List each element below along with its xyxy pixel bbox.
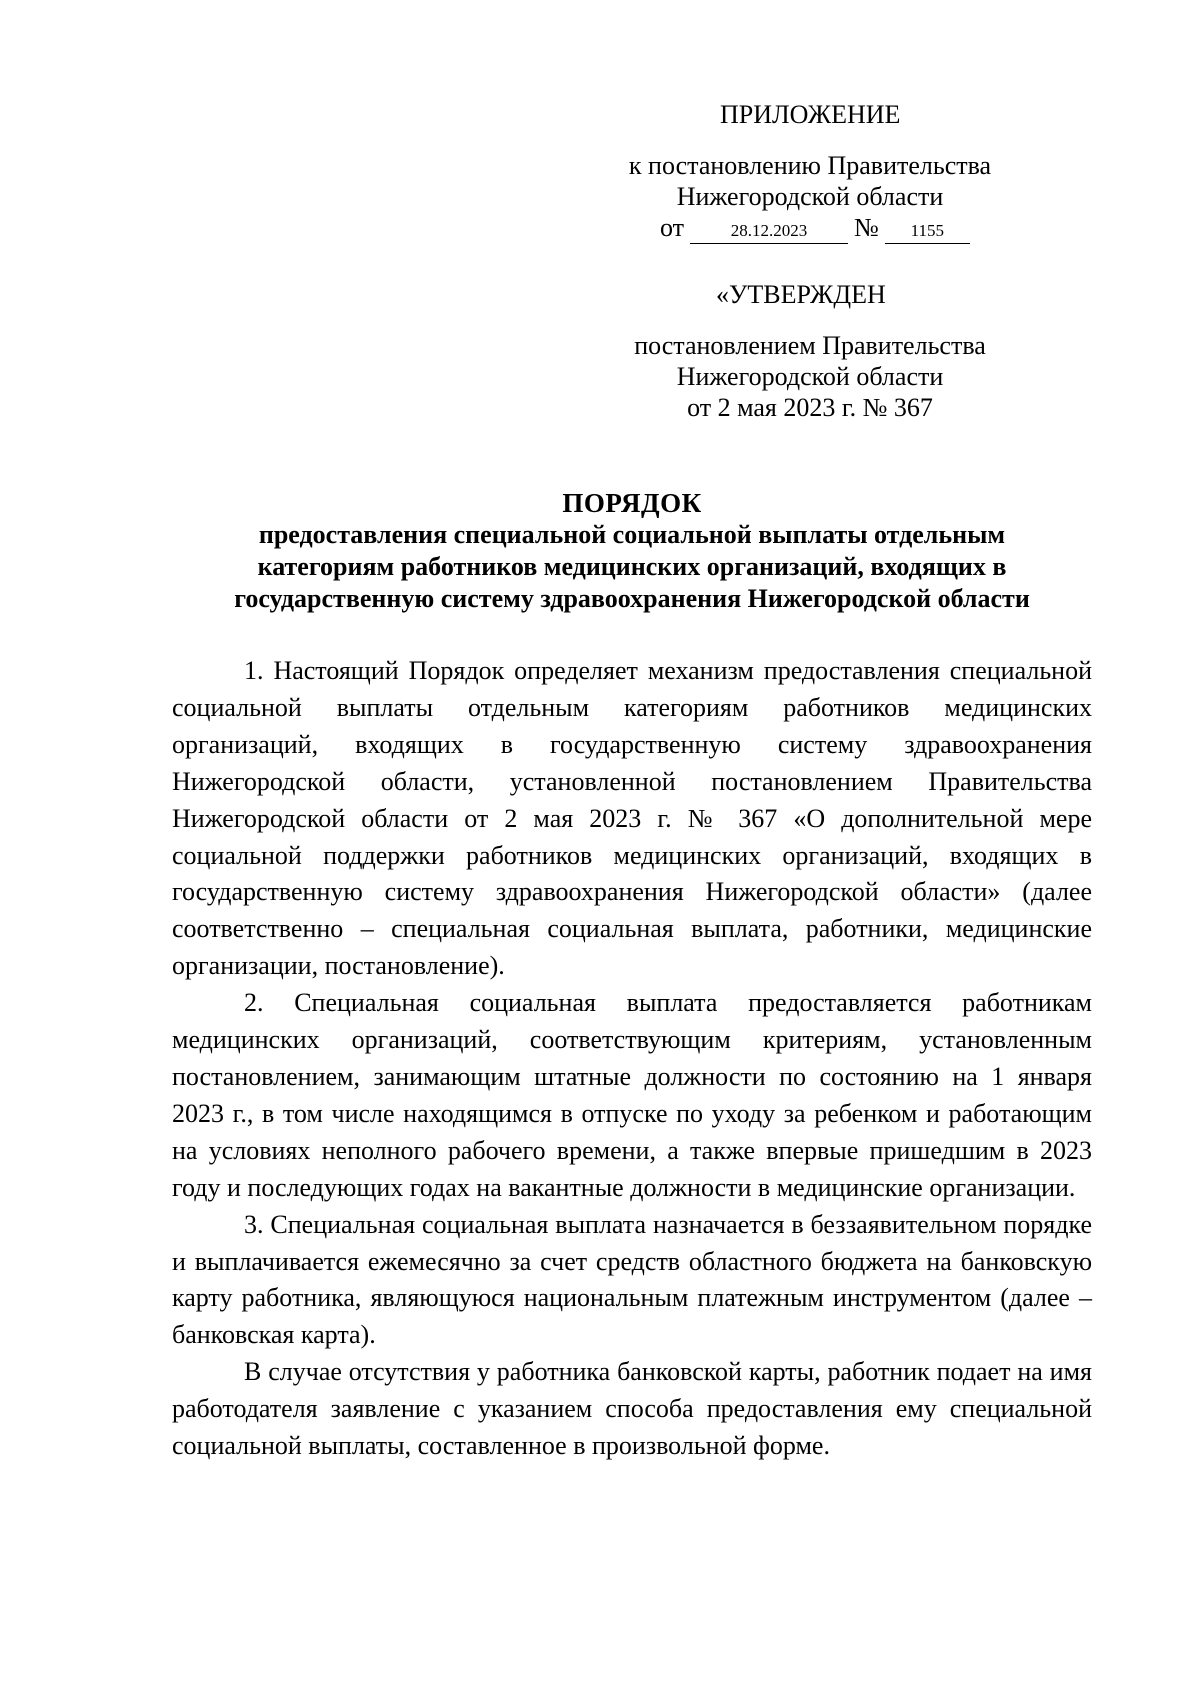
document-body	[172, 653, 1092, 1465]
number-sign: №	[854, 213, 879, 242]
document-title	[170, 487, 1094, 615]
document-title-line-2: категориям работников медицинских организаций, входящих в	[257, 552, 1007, 581]
paragraph-3: 3. Специальная социальная выплата назначается в беззаявительном порядке и выплачивается ежемесячно за счет средств областного бюджета на банковскую карту работника, являющуюся национальным платежным инструментом (далее – банковская карта).	[172, 1209, 1092, 1350]
decree-date: 28.12.2023	[690, 219, 848, 244]
appendix-date-line	[600, 212, 1020, 244]
approval-line-3: от 2 мая 2023 г. № 367	[687, 393, 933, 422]
paragraph-2: 2. Специальная социальная выплата предоставляется работникам медицинских организаций, соответствующим критериям, установленным постановлением, занимающим штатные должности по состоянию на 1 января 2023 г., в том числе находящимся в отпуске по уходу за ребенком и работающим на условиях неполного рабочего времени, а также впервые пришедшим в 2023 году и последующих годах на вакантные должности в медицинские организации.	[172, 988, 1092, 1202]
document-title-line-1: предоставления специальной социальной выплаты отдельным	[258, 520, 1006, 549]
paragraph-4: В случае отсутствия у работника банковской карты, работник подает на имя работодателя заявление с указанием способа предоставления ему специальной социальной выплаты, составленное в произвольной форме.	[172, 1357, 1092, 1461]
appendix-block	[600, 150, 1020, 244]
approval-title: «УТВЕРЖДЕН	[716, 280, 886, 309]
appendix-title: ПРИЛОЖЕНИЕ	[720, 100, 901, 129]
approval-block	[600, 330, 1020, 423]
document-title-line-3: государственную систему здравоохранения Нижегородской области	[234, 584, 1030, 613]
approval-line-2: Нижегородской области	[676, 362, 944, 391]
appendix-line-2: Нижегородской области	[676, 182, 944, 211]
appendix-line-1: к постановлению Правительства	[628, 151, 992, 180]
paragraph-1: 1. Настоящий Порядок определяет механизм предоставления специальной социальной выплаты отдельным категориям работников медицинских организаций, входящих в государственную систему здравоохранения Нижегородской области, установленной постановлением Правительства Нижегородской области от 2 мая 2023 г. № 367 «О дополнительной мере социальной поддержки работников медицинских организаций, входящих в государственную систему здравоохранения Нижегородской области» (далее соответственно – специальная социальная выплата, работники, медицинские организации, постановление).	[172, 656, 1092, 981]
decree-number: 1155	[885, 219, 970, 244]
document-title-main: ПОРЯДОК	[562, 488, 702, 518]
approval-line-1: постановлением Правительства	[634, 331, 986, 360]
date-prefix: от	[660, 213, 685, 242]
